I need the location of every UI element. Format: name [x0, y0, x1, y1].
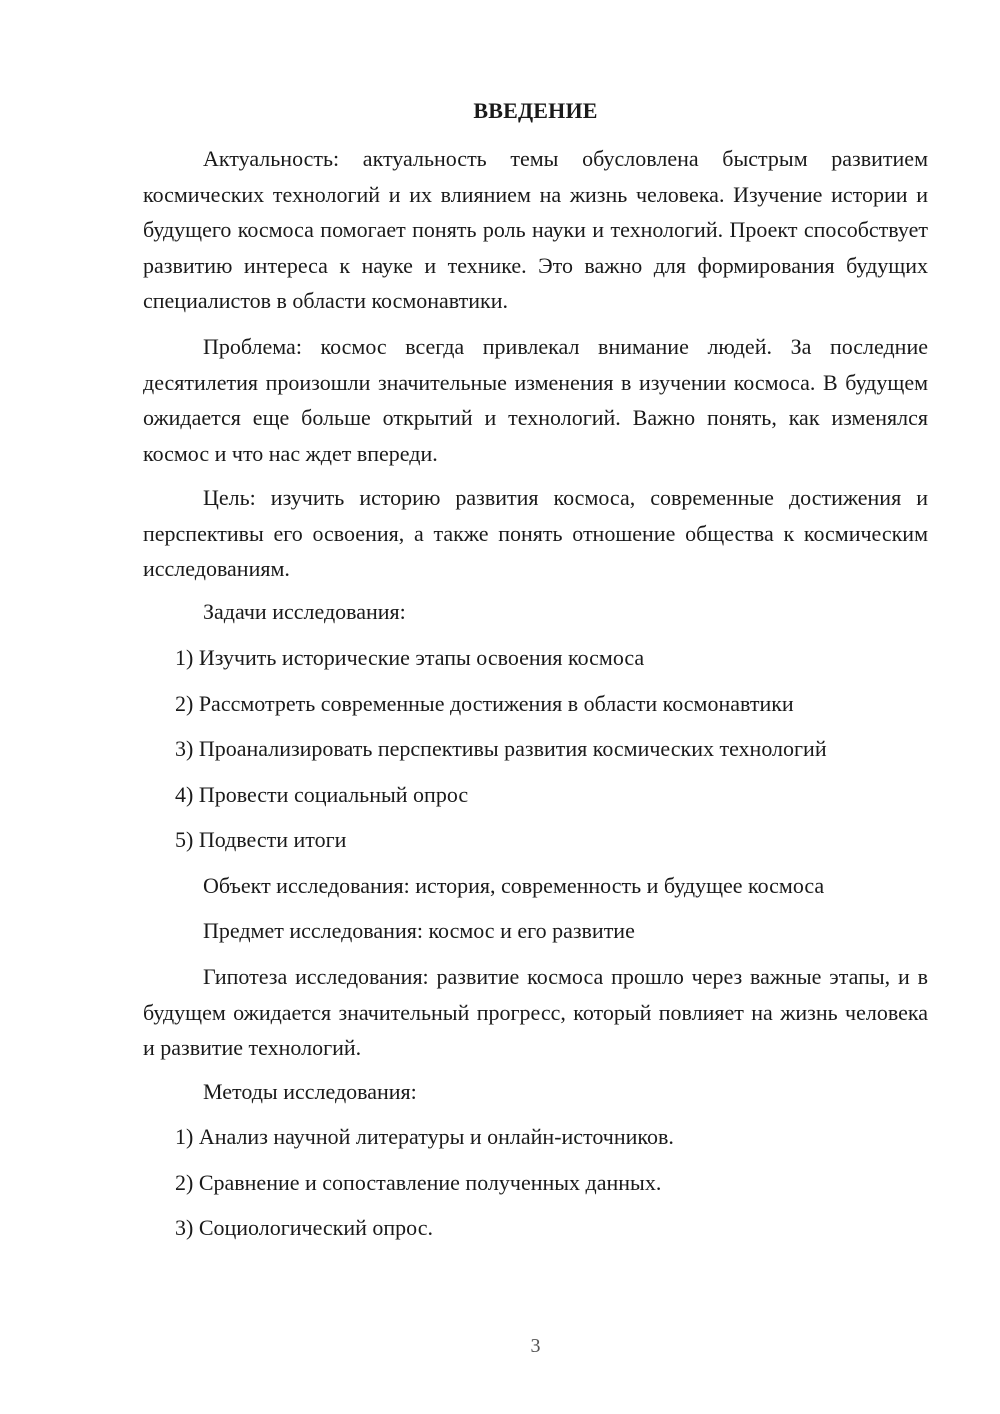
task-item: 3) Проанализировать перспективы развития космических технологий: [175, 736, 827, 761]
task-item: 2) Рассмотреть современные достижения в области космонавтики: [175, 691, 794, 716]
paragraph-relevance: Актуальность: актуальность темы обусловлена быстрым развитием космических технологий и их влиянием на жизнь человека. Изучение истории и будущего космоса помогает понять роль науки и технологий. Проект способствует развитию интереса к науке и технике. Это важно для формирования будущих специалистов в области космонавтики.: [143, 146, 928, 313]
research-object: Объект исследования: история, современность и будущее космоса: [203, 873, 825, 898]
tasks-heading: Задачи исследования:: [203, 599, 406, 624]
document-page: [143, 0, 928, 1414]
task-item: 1) Изучить исторические этапы освоения космоса: [175, 645, 645, 670]
task-item: 4) Провести социальный опрос: [175, 782, 469, 807]
paragraph-goal: Цель: изучить историю развития космоса, современные достижения и перспективы его освоения, а также понять отношение общества к космическим исследованиям.: [143, 485, 928, 581]
method-item: 2) Сравнение и сопоставление полученных данных.: [175, 1170, 662, 1195]
paragraph-hypothesis: Гипотеза исследования: развитие космоса прошло через важные этапы, и в будущем ожидается значительный прогресс, который повлияет на жизнь человека и развитие технологий.: [143, 964, 928, 1060]
page-number: 3: [530, 1335, 541, 1357]
section-title: ВВЕДЕНИЕ: [473, 98, 598, 123]
paragraph-problem: Проблема: космос всегда привлекал внимание людей. За последние десятилетия произошли значительные изменения в изучении космоса. В будущем ожидается еще больше открытий и технологий. Важно понять, как изменялся космос и что нас ждет впереди.: [143, 334, 928, 466]
methods-heading: Методы исследования:: [203, 1079, 417, 1104]
research-subject: Предмет исследования: космос и его развитие: [203, 918, 635, 943]
method-item: 1) Анализ научной литературы и онлайн-источников.: [175, 1124, 674, 1149]
task-item: 5) Подвести итоги: [175, 827, 347, 852]
method-item: 3) Социологический опрос.: [175, 1215, 433, 1240]
